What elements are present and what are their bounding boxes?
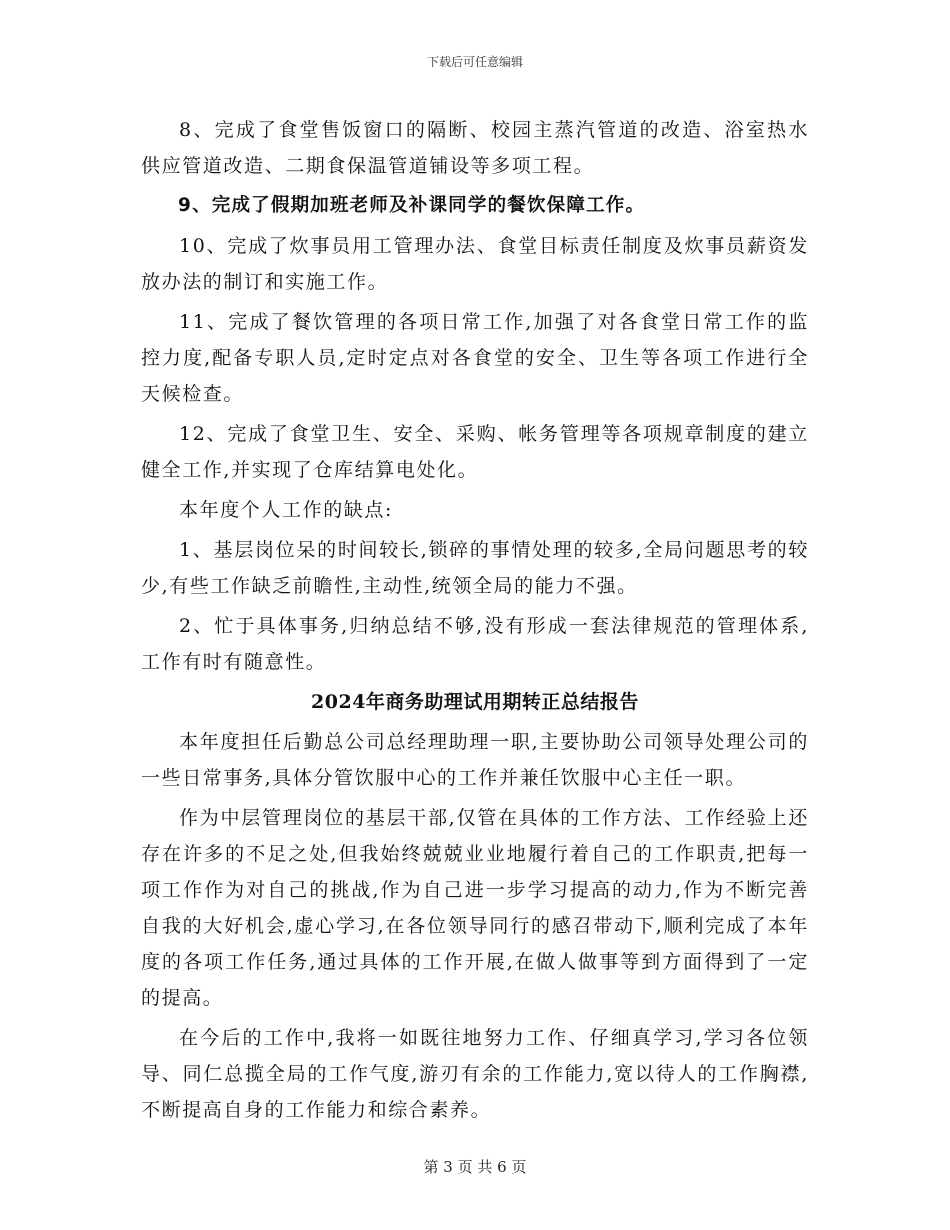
page-number: 第 3 页 共 6 页 [423,1158,527,1176]
paragraph: 1、基层岗位呆的时间较长,锁碎的事情处理的较多,全局问题思考的较少,有些工作缺乏前瞻性,主动性,统领全局的能力不强。 [141,539,809,597]
paragraph: 2、忙于具体事务,归纳总结不够,没有形成一套法律规范的管理体系,工作有时有随意性。 [141,615,809,673]
body-section-2 [141,724,809,1128]
page-header-note: 下载后可任意编辑 [426,55,523,69]
paragraph: 本年度个人工作的缺点: [179,499,394,521]
paragraph: 10、完成了炊事员用工管理办法、食堂目标责任制度及炊事员薪资发放办法的制订和实施工作。 [141,235,809,293]
section-title: 2024年商务助理试用期转正总结报告 [311,691,639,713]
body-section-1 [141,112,809,680]
paragraph: 作为中层管理岗位的基层干部,仅管在具体的工作方法、工作经验上还存在许多的不足之处,但我始终兢兢业业地履行着自己的工作职责,把每一项工作作为对自己的挑战,作为自己进一步学习提高的动力,作为不断完善自我的大好机会,虚心学习,在各位领导同行的感召带动下,顺利完成了本年度的各项工作任务,通过具体的工作开展,在做人做事等到方面得到了一定的提高。 [141,807,809,1009]
paragraph: 11、完成了餐饮管理的各项日常工作,加强了对各食堂日常工作的监控力度,配备专职人员,定时定点对各食堂的安全、卫生等各项工作进行全天候检查。 [141,311,809,405]
paragraph: 在今后的工作中,我将一如既往地努力工作、仔细真学习,学习各位领导、同仁总揽全局的工作气度,游刃有余的工作能力,宽以待人的工作胸襟,不断提高自身的工作能力和综合素养。 [141,1027,809,1121]
document-body [141,112,809,1132]
paragraph: 本年度担任后勤总公司总经理助理一职,主要协助公司领导处理公司的一些日常事务,具体分管饮服中心的工作并兼任饮服中心主任一职。 [141,731,809,789]
paragraph: 8、完成了食堂售饭窗口的隔断、校园主蒸汽管道的改造、浴室热水供应管道改造、二期食保温管道铺设等多项工程。 [141,119,809,177]
paragraph: 9、完成了假期加班老师及补课同学的餐饮保障工作。 [178,195,646,216]
paragraph: 12、完成了食堂卫生、安全、采购、帐务管理等各项规章制度的建立健全工作,并实现了仓库结算电处化。 [141,423,809,481]
